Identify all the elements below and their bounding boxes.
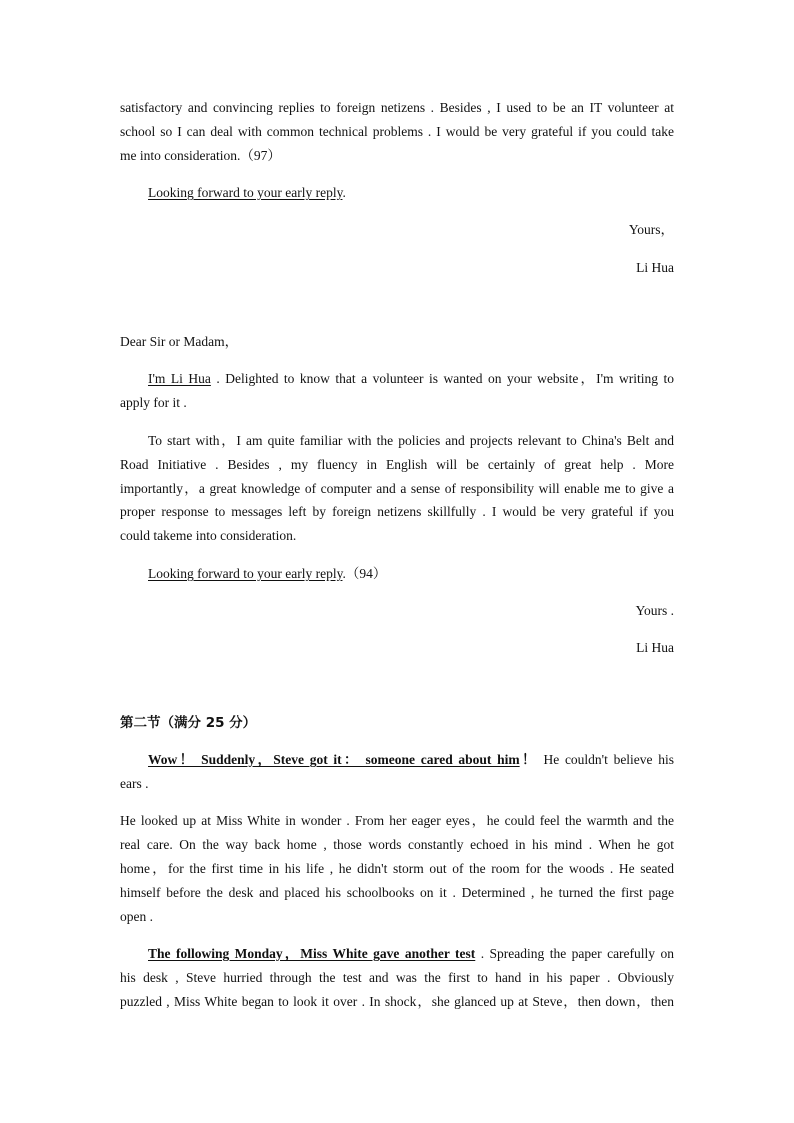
section-heading: 第二节（满分 25 分） (120, 715, 257, 731)
section2-p3-line: puzzled , Miss White began to look it over . In shock，she glanced up at Steve，then down，then (120, 994, 674, 1009)
section2-p2-line: home，for the first time in his life , he didn't storm out of the room for the woods . He seated (120, 861, 674, 876)
section2-p1-line: ears . (120, 776, 149, 791)
letter2-p1-underlined: I'm Li Hua (148, 371, 211, 386)
section2-p3-line: his desk , Steve hurried through the test and was the first to hand in his paper . Obviously (120, 970, 674, 985)
letter2-closing-punct: .（94） (342, 566, 387, 581)
letter2-p1-rest: . Delighted to know that a volunteer is wanted on your website，I'm writing to (210, 371, 674, 386)
letter1-closing-punct: . (342, 185, 346, 200)
letter2-p2-line: Road Initiative . Besides , my fluency in English will be certainly of great help . More (120, 457, 674, 472)
letter1-signature: Li Hua (636, 260, 674, 275)
letter2-closing (148, 565, 674, 583)
section2-p2-line: himself before the desk and placed his schoolbooks on it . Determined , he turned the first page (120, 885, 674, 900)
section2-p3-rest: . Spreading the paper carefully on (475, 946, 674, 961)
letter2-p1-line (148, 370, 674, 388)
section2-p2-line: He looked up at Miss White in wonder . From her eager eyes，he could feel the warmth and the (120, 813, 674, 828)
letter2-p2-line: To start with，I am quite familiar with the policies and projects relevant to China's Belt and (148, 433, 674, 448)
section2-p1-bold-punct: ！ (519, 752, 538, 767)
section2-p3-line (148, 945, 674, 963)
letter1-signoff: Yours， (628, 222, 674, 237)
letter2-closing-underlined: Looking forward to your early reply (148, 566, 343, 581)
letter1-body-line: me into consideration.（97） (120, 148, 281, 163)
letter1-closing-underlined: Looking forward to your early reply (148, 185, 343, 200)
section2-p3-bold-underlined: The following Monday，Miss White gave another test (148, 946, 476, 961)
letter2-p2-line: importantly，a great knowledge of computer and a sense of responsibility will enable me to give a (120, 481, 674, 496)
letter2-salutation: Dear Sir or Madam， (120, 334, 239, 349)
letter1-body-line: satisfactory and convincing replies to foreign netizens . Besides , I used to be an IT volunteer at (120, 100, 674, 115)
section2-p1-rest: He couldn't believe his (537, 752, 675, 767)
letter1-body-line: school so I can deal with common technical problems . I would be very grateful if you could take (120, 124, 674, 139)
letter2-signature: Li Hua (636, 640, 674, 655)
letter2-p2-line: proper response to messages left by foreign netizens skillfully . I would be very grateful if you (120, 504, 674, 519)
letter2-p1-line: apply for it . (120, 395, 187, 410)
letter2-p2-line: could takeme into consideration. (120, 528, 297, 543)
section2-p1-line (148, 751, 674, 769)
section2-p2-line: open . (120, 909, 153, 924)
section2-p1-bold-underlined: Wow！ Suddenly，Steve got it： someone cared about him (148, 752, 520, 767)
letter2-signoff: Yours . (635, 603, 674, 618)
section2-p2-line: real care. On the way back home , those words constantly echoed in his mind . When he got (120, 837, 674, 852)
letter1-closing (148, 184, 674, 202)
